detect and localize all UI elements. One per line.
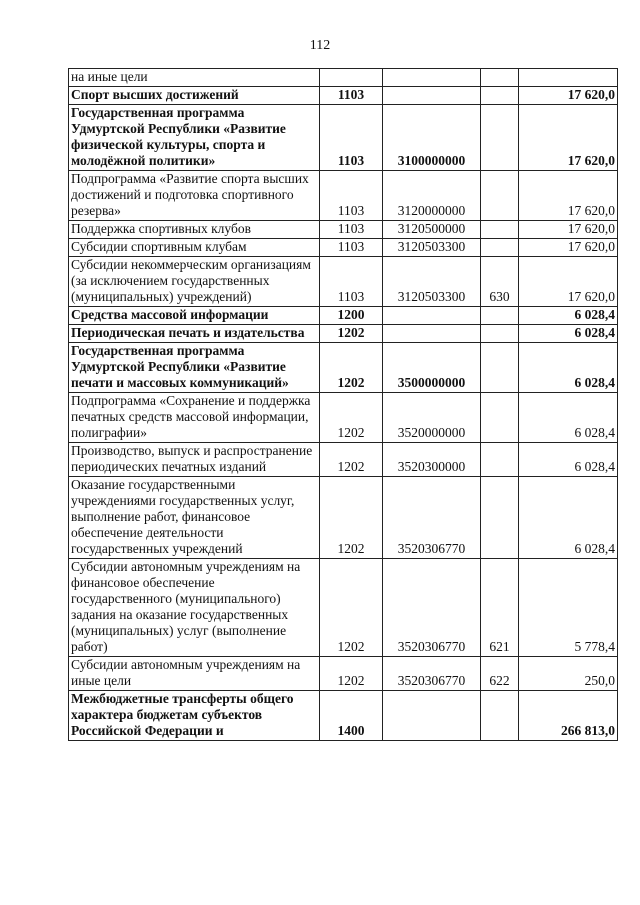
row-name-cell: Производство, выпуск и распространение периодических печатных изданий xyxy=(69,443,320,477)
row-amount-cell: 5 778,4 xyxy=(519,559,618,657)
row-amount-cell: 17 620,0 xyxy=(519,171,618,221)
row-name-cell: Субсидии некоммерческим организациям (за исключением государственных (муниципальных) учреждений) xyxy=(69,257,320,307)
table-row xyxy=(69,443,618,477)
row-expense-type-cell xyxy=(481,393,519,443)
row-target-article-cell xyxy=(383,87,481,105)
row-name-cell: Оказание государственными учреждениями государственных услуг, выполнение работ, финансовое обеспечение деятельности государственных учреждений xyxy=(69,477,320,559)
table-row xyxy=(69,171,618,221)
table-row xyxy=(69,691,618,741)
row-section-code-cell xyxy=(320,69,383,87)
row-amount-cell: 6 028,4 xyxy=(519,325,618,343)
row-name-cell: Спорт высших достижений xyxy=(69,87,320,105)
table-row xyxy=(69,343,618,393)
row-target-article-cell xyxy=(383,325,481,343)
row-section-code-cell: 1202 xyxy=(320,393,383,443)
table-row xyxy=(69,657,618,691)
row-name-cell: Субсидии спортивным клубам xyxy=(69,239,320,257)
row-target-article-cell: 3520000000 xyxy=(383,393,481,443)
row-name-cell: Подпрограмма «Сохранение и поддержка печатных средств массовой информации, полиграфии» xyxy=(69,393,320,443)
row-name-cell: Средства массовой информации xyxy=(69,307,320,325)
row-name-cell: Периодическая печать и издательства xyxy=(69,325,320,343)
row-amount-cell: 17 620,0 xyxy=(519,239,618,257)
row-expense-type-cell: 622 xyxy=(481,657,519,691)
row-target-article-cell: 3100000000 xyxy=(383,105,481,171)
row-expense-type-cell xyxy=(481,239,519,257)
row-name-cell: на иные цели xyxy=(69,69,320,87)
row-name-cell: Подпрограмма «Развитие спорта высших достижений и подготовка спортивного резерва» xyxy=(69,171,320,221)
row-expense-type-cell: 630 xyxy=(481,257,519,307)
table-row xyxy=(69,221,618,239)
row-name-cell: Межбюджетные трансферты общего характера бюджетам субъектов Российской Федерации и xyxy=(69,691,320,741)
row-target-article-cell: 3120500000 xyxy=(383,221,481,239)
table-row xyxy=(69,325,618,343)
row-amount-cell: 6 028,4 xyxy=(519,307,618,325)
page-number: 112 xyxy=(309,38,331,53)
row-name-cell: Субсидии автономным учреждениям на финансовое обеспечение государственного (муниципального) задания на оказание государственных (муниципальных) услуг (выполнение работ) xyxy=(69,559,320,657)
row-target-article-cell xyxy=(383,307,481,325)
row-expense-type-cell xyxy=(481,307,519,325)
row-expense-type-cell xyxy=(481,325,519,343)
row-target-article-cell xyxy=(383,69,481,87)
table-row xyxy=(69,257,618,307)
table-row xyxy=(69,559,618,657)
row-section-code-cell: 1200 xyxy=(320,307,383,325)
row-section-code-cell: 1103 xyxy=(320,105,383,171)
row-expense-type-cell xyxy=(481,343,519,393)
row-expense-type-cell xyxy=(481,87,519,105)
row-section-code-cell: 1103 xyxy=(320,239,383,257)
row-expense-type-cell xyxy=(481,221,519,239)
row-target-article-cell: 3500000000 xyxy=(383,343,481,393)
row-target-article-cell: 3120000000 xyxy=(383,171,481,221)
table-row xyxy=(69,477,618,559)
table-row xyxy=(69,307,618,325)
row-target-article-cell xyxy=(383,691,481,741)
row-section-code-cell: 1103 xyxy=(320,257,383,307)
row-section-code-cell: 1400 xyxy=(320,691,383,741)
table-row xyxy=(69,87,618,105)
budget-table xyxy=(68,68,618,741)
row-name-cell: Поддержка спортивных клубов xyxy=(69,221,320,239)
row-name-cell: Субсидии автономным учреждениям на иные цели xyxy=(69,657,320,691)
row-section-code-cell: 1202 xyxy=(320,657,383,691)
row-target-article-cell: 3120503300 xyxy=(383,257,481,307)
row-amount-cell xyxy=(519,69,618,87)
row-amount-cell: 6 028,4 xyxy=(519,443,618,477)
row-section-code-cell: 1103 xyxy=(320,87,383,105)
row-amount-cell: 6 028,4 xyxy=(519,393,618,443)
row-section-code-cell: 1202 xyxy=(320,325,383,343)
table-row xyxy=(69,105,618,171)
row-target-article-cell: 3520300000 xyxy=(383,443,481,477)
row-section-code-cell: 1202 xyxy=(320,443,383,477)
table-row xyxy=(69,239,618,257)
row-expense-type-cell xyxy=(481,69,519,87)
row-expense-type-cell: 621 xyxy=(481,559,519,657)
row-expense-type-cell xyxy=(481,171,519,221)
row-amount-cell: 17 620,0 xyxy=(519,221,618,239)
row-target-article-cell: 3520306770 xyxy=(383,477,481,559)
row-name-cell: Государственная программа Удмуртской Республики «Развитие физической культуры, спорта и молодёжной политики» xyxy=(69,105,320,171)
row-target-article-cell: 3520306770 xyxy=(383,657,481,691)
row-expense-type-cell xyxy=(481,477,519,559)
row-name-cell: Государственная программа Удмуртской Республики «Развитие печати и массовых коммуникаций» xyxy=(69,343,320,393)
row-amount-cell: 17 620,0 xyxy=(519,105,618,171)
row-expense-type-cell xyxy=(481,443,519,477)
row-expense-type-cell xyxy=(481,691,519,741)
row-section-code-cell: 1103 xyxy=(320,171,383,221)
row-section-code-cell: 1202 xyxy=(320,559,383,657)
row-section-code-cell: 1202 xyxy=(320,477,383,559)
row-target-article-cell: 3120503300 xyxy=(383,239,481,257)
row-target-article-cell: 3520306770 xyxy=(383,559,481,657)
row-expense-type-cell xyxy=(481,105,519,171)
row-amount-cell: 250,0 xyxy=(519,657,618,691)
row-amount-cell: 17 620,0 xyxy=(519,257,618,307)
row-amount-cell: 266 813,0 xyxy=(519,691,618,741)
row-amount-cell: 17 620,0 xyxy=(519,87,618,105)
table-row xyxy=(69,69,618,87)
row-section-code-cell: 1103 xyxy=(320,221,383,239)
table-row xyxy=(69,393,618,443)
row-section-code-cell: 1202 xyxy=(320,343,383,393)
budget-table-body xyxy=(69,69,618,741)
row-amount-cell: 6 028,4 xyxy=(519,477,618,559)
row-amount-cell: 6 028,4 xyxy=(519,343,618,393)
